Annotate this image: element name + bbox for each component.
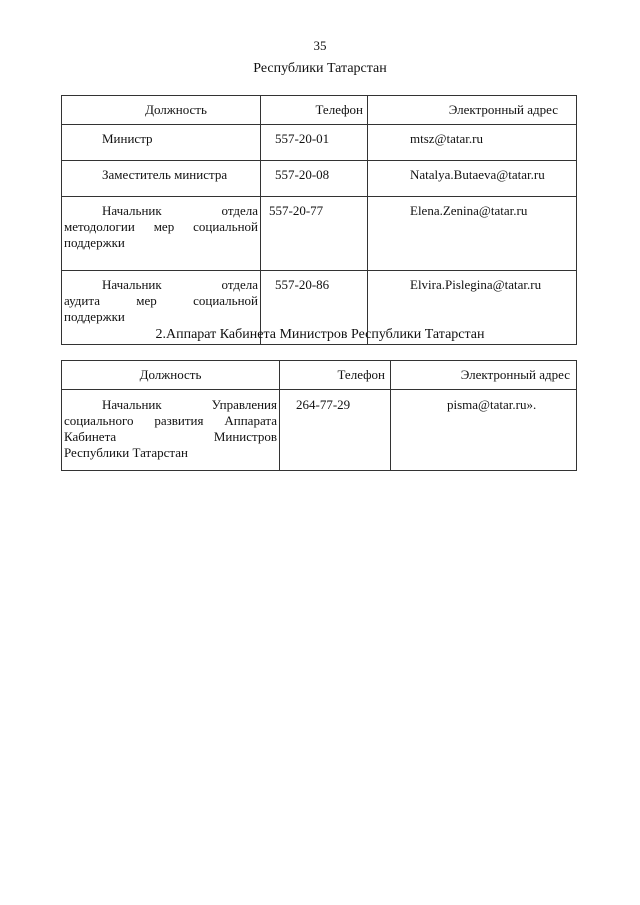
- column-header-email: Электронный адрес: [368, 96, 577, 125]
- table-header-row: [62, 96, 577, 125]
- position-cell: [62, 197, 261, 271]
- email-cell[interactable]: Natalya.Butaeva@tatar.ru: [368, 161, 577, 197]
- email-cell[interactable]: mtsz@tatar.ru: [368, 125, 577, 161]
- phone-cell: 557-20-77: [261, 197, 368, 271]
- section-1-heading: Республики Татарстан: [253, 61, 387, 76]
- position-text-line: Кабинета Министров: [64, 429, 277, 444]
- table-header-row: [62, 361, 577, 390]
- position-text-line: Начальник отдела: [102, 203, 258, 218]
- position-text-line: аудита мер социальной: [64, 293, 258, 308]
- position-text-line: Начальник Управления: [102, 397, 277, 412]
- position-text: Заместитель министра: [102, 167, 228, 182]
- position-text-line: Начальник отдела: [102, 277, 258, 292]
- phone-cell: 557-20-08: [261, 161, 368, 197]
- page-number: 35: [313, 38, 327, 53]
- contacts-table-ministry: [61, 95, 577, 345]
- position-text-line: методологии мер социальной: [64, 219, 258, 234]
- phone-cell: 557-20-86: [261, 271, 368, 345]
- column-header-phone: Телефон: [261, 96, 368, 125]
- table-row: [62, 125, 577, 161]
- email-cell[interactable]: Elvira.Pislegina@tatar.ru: [368, 271, 577, 345]
- position-text-line: Республики Татарстан: [64, 445, 188, 460]
- table-row: [62, 161, 577, 197]
- email-cell[interactable]: Elena.Zenina@tatar.ru: [368, 197, 577, 271]
- column-header-position: Должность: [62, 96, 261, 125]
- position-text-line: поддержки: [64, 235, 125, 250]
- email-cell[interactable]: pisma@tatar.ru».: [391, 390, 577, 471]
- column-header-email: Электронный адрес: [391, 361, 577, 390]
- position-text: Министр: [102, 131, 153, 146]
- position-cell: [62, 390, 280, 471]
- phone-cell: 557-20-01: [261, 125, 368, 161]
- column-header-position: Должность: [62, 361, 280, 390]
- table-row: [62, 197, 577, 271]
- section-2-heading: 2.Аппарат Кабинета Министров Республики Татарстан: [155, 327, 485, 342]
- position-text-line: поддержки: [64, 309, 125, 324]
- column-header-phone: Телефон: [280, 361, 391, 390]
- contacts-table-cabinet-office: [61, 360, 577, 471]
- table-row: [62, 390, 577, 471]
- position-cell: [62, 125, 261, 161]
- position-cell: [62, 161, 261, 197]
- phone-cell: 264-77-29: [280, 390, 391, 471]
- position-text-line: социального развития Аппарата: [64, 413, 277, 428]
